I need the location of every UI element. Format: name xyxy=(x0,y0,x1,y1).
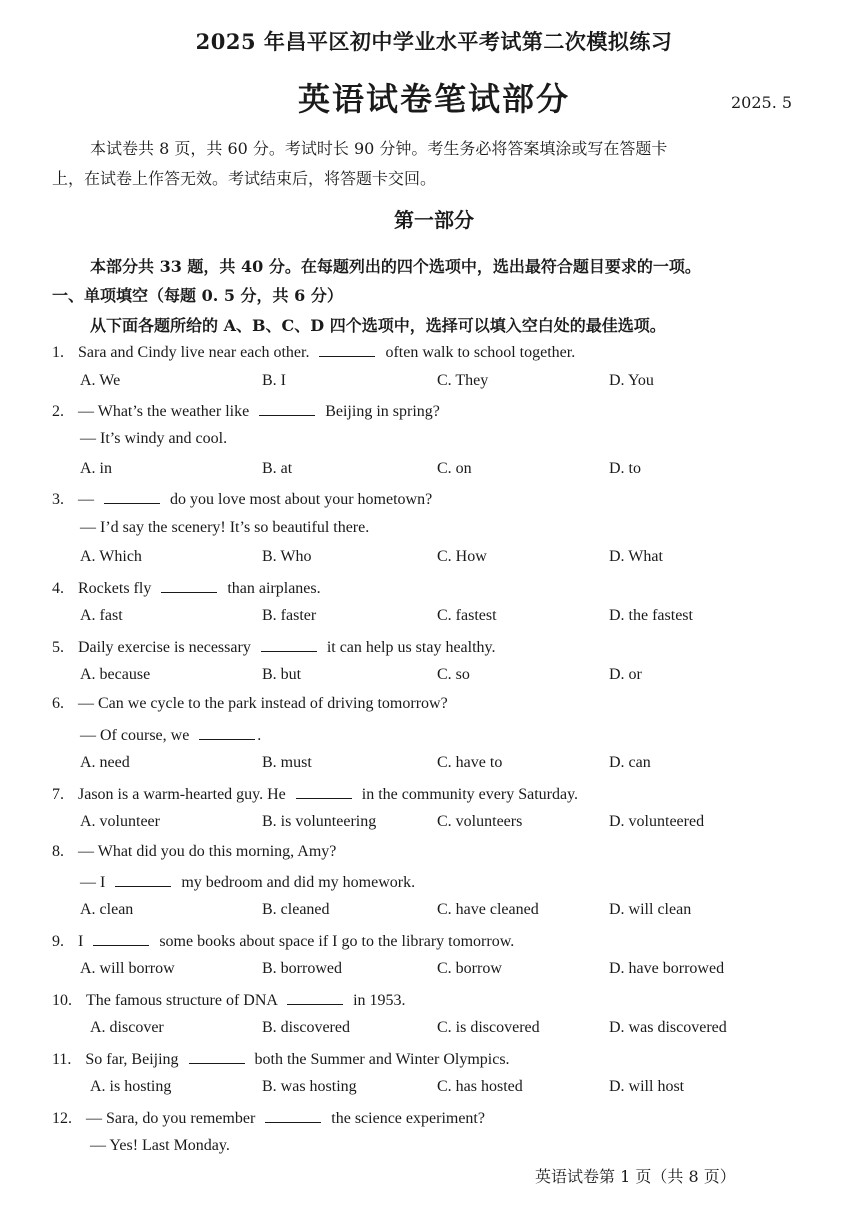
intro-line-2: 上，在试卷上作答无效。考试结束后，将答题卡交回。 xyxy=(52,169,437,188)
option-d: D. or xyxy=(609,666,642,683)
question-7 xyxy=(52,784,578,804)
answer-blank xyxy=(104,489,160,504)
question-stem: than airplanes. xyxy=(227,580,321,597)
question-stem: in 1953. xyxy=(353,992,406,1009)
option-a: A. clean xyxy=(80,901,134,918)
option-a: A. need xyxy=(80,754,130,771)
section-title: 一、单项填空（每题 0. 5 分，共 6 分） xyxy=(52,286,343,305)
section-instruction: 从下面各题所给的 A、B、C、D 四个选项中，选择可以填入空白处的最佳选项。 xyxy=(90,316,666,335)
part-description: 本部分共 33 题，共 40 分。在每题列出的四个选项中，选出最符合题目要求的一项。 xyxy=(90,257,701,276)
question-stem: . xyxy=(257,727,262,744)
option-c: C. is discovered xyxy=(437,1019,540,1036)
question-stem: Sara and Cindy live near each other. xyxy=(78,344,310,361)
option-b: B. is volunteering xyxy=(262,813,377,830)
option-a: A. in xyxy=(80,460,112,477)
question-10 xyxy=(52,990,406,1010)
option-b: B. but xyxy=(262,666,302,683)
question-number: 10. xyxy=(52,992,72,1009)
option-c: C. How xyxy=(437,548,487,565)
option-d: D. have borrowed xyxy=(609,960,725,977)
option-c: C. has hosted xyxy=(437,1078,523,1095)
option-d: D. You xyxy=(609,372,654,389)
option-c: C. have to xyxy=(437,754,503,771)
question-6-reply xyxy=(80,725,261,745)
question-number: 4. xyxy=(52,580,64,597)
answer-blank xyxy=(319,342,375,357)
question-5 xyxy=(52,637,496,657)
question-number: 7. xyxy=(52,786,64,803)
question-4 xyxy=(52,578,321,598)
main-title: 英语试卷笔试部分 xyxy=(297,80,570,118)
answer-blank xyxy=(265,1108,321,1123)
question-number: 3. xyxy=(52,491,64,508)
question-stem: Beijing in spring? xyxy=(325,403,440,420)
question-3 xyxy=(52,489,432,509)
option-c: C. on xyxy=(437,460,472,477)
option-b: B. borrowed xyxy=(262,960,342,977)
option-a: A. because xyxy=(80,666,151,683)
exam-date: 2025. 5 xyxy=(731,93,793,112)
question-9 xyxy=(52,931,514,951)
question-stem: I xyxy=(78,933,84,950)
option-c: C. have cleaned xyxy=(437,901,539,918)
answer-blank xyxy=(199,725,255,740)
option-b: B. was hosting xyxy=(262,1078,357,1095)
question-stem: my bedroom and did my homework. xyxy=(181,874,416,891)
question-stem: Daily exercise is necessary xyxy=(78,639,251,656)
question-stem: — Of course, we xyxy=(80,727,190,744)
option-c: C. They xyxy=(437,372,489,389)
option-a: A. We xyxy=(80,372,121,389)
question-number: 5. xyxy=(52,639,64,656)
question-1 xyxy=(52,342,575,362)
answer-blank xyxy=(296,784,352,799)
option-d: D. the fastest xyxy=(609,607,693,624)
option-a: A. will borrow xyxy=(80,960,175,977)
question-number: 9. xyxy=(52,933,64,950)
question-3-reply: — I’d say the scenery! It’s so beautiful there. xyxy=(80,519,370,536)
answer-blank xyxy=(261,637,317,652)
option-c: C. fastest xyxy=(437,607,497,624)
question-stem: both the Summer and Winter Olympics. xyxy=(254,1051,510,1068)
option-a: A. fast xyxy=(80,607,123,624)
question-number: 2. xyxy=(52,403,64,420)
intro-line-1: 本试卷共 8 页，共 60 分。考试时长 90 分钟。考生务必将答案填涂或写在答题卡 xyxy=(90,139,668,158)
question-stem: — I xyxy=(80,874,106,891)
question-number: 12. xyxy=(52,1110,72,1127)
option-c: C. borrow xyxy=(437,960,502,977)
option-b: B. I xyxy=(262,372,286,389)
option-b: B. at xyxy=(262,460,293,477)
option-b: B. must xyxy=(262,754,312,771)
option-b: B. Who xyxy=(262,548,312,565)
question-12 xyxy=(52,1108,485,1128)
option-d: D. volunteered xyxy=(609,813,705,830)
part-title: 第一部分 xyxy=(394,208,474,232)
question-stem: — What did you do this morning, Amy? xyxy=(78,843,337,860)
option-d: D. will clean xyxy=(609,901,692,918)
question-8 xyxy=(52,843,336,861)
question-number: 1. xyxy=(52,344,64,361)
page-footer: 英语试卷第 1 页（共 8 页） xyxy=(535,1167,736,1186)
option-b: B. faster xyxy=(262,607,317,624)
answer-blank xyxy=(189,1049,245,1064)
question-stem: do you love most about your hometown? xyxy=(170,491,433,508)
option-c: C. volunteers xyxy=(437,813,523,830)
question-stem: — Sara, do you remember xyxy=(86,1110,256,1127)
answer-blank xyxy=(93,931,149,946)
question-6 xyxy=(52,695,448,713)
option-d: D. What xyxy=(609,548,663,565)
question-stem: — xyxy=(78,491,94,508)
question-number: 8. xyxy=(52,843,64,860)
question-stem: in the community every Saturday. xyxy=(361,786,579,803)
question-stem: some books about space if I go to the library tomorrow. xyxy=(159,933,515,950)
option-a: A. volunteer xyxy=(80,813,160,830)
option-a: A. Which xyxy=(80,548,142,565)
question-stem: Jason is a warm-hearted guy. He xyxy=(78,786,286,803)
option-a: A. is hosting xyxy=(90,1078,172,1095)
question-stem: it can help us stay healthy. xyxy=(326,639,496,656)
answer-blank xyxy=(259,401,315,416)
question-11 xyxy=(52,1049,510,1069)
school-title: 2025 年昌平区初中学业水平考试第二次模拟练习 xyxy=(195,29,673,54)
question-2-reply: — It’s windy and cool. xyxy=(80,430,228,447)
option-b: B. discovered xyxy=(262,1019,350,1036)
question-stem: Rockets fly xyxy=(78,580,152,597)
option-d: D. was discovered xyxy=(609,1019,727,1036)
question-number: 6. xyxy=(52,695,64,712)
option-d: D. to xyxy=(609,460,641,477)
option-c: C. so xyxy=(437,666,470,683)
answer-blank xyxy=(115,872,171,887)
question-stem: So far, Beijing xyxy=(85,1051,179,1068)
question-8-reply xyxy=(80,872,415,892)
question-stem: — Can we cycle to the park instead of driving tomorrow? xyxy=(78,695,448,712)
question-stem: often walk to school together. xyxy=(385,344,576,361)
question-2 xyxy=(52,401,440,421)
option-b: B. cleaned xyxy=(262,901,330,918)
answer-blank xyxy=(287,990,343,1005)
option-a: A. discover xyxy=(90,1019,164,1036)
answer-blank xyxy=(161,578,217,593)
question-12-reply: — Yes! Last Monday. xyxy=(90,1137,230,1154)
option-d: D. can xyxy=(609,754,651,771)
option-d: D. will host xyxy=(609,1078,685,1095)
question-stem: The famous structure of DNA xyxy=(86,992,278,1009)
question-number: 11. xyxy=(52,1051,72,1068)
question-stem: — What’s the weather like xyxy=(78,403,250,420)
question-stem: the science experiment? xyxy=(331,1110,485,1127)
